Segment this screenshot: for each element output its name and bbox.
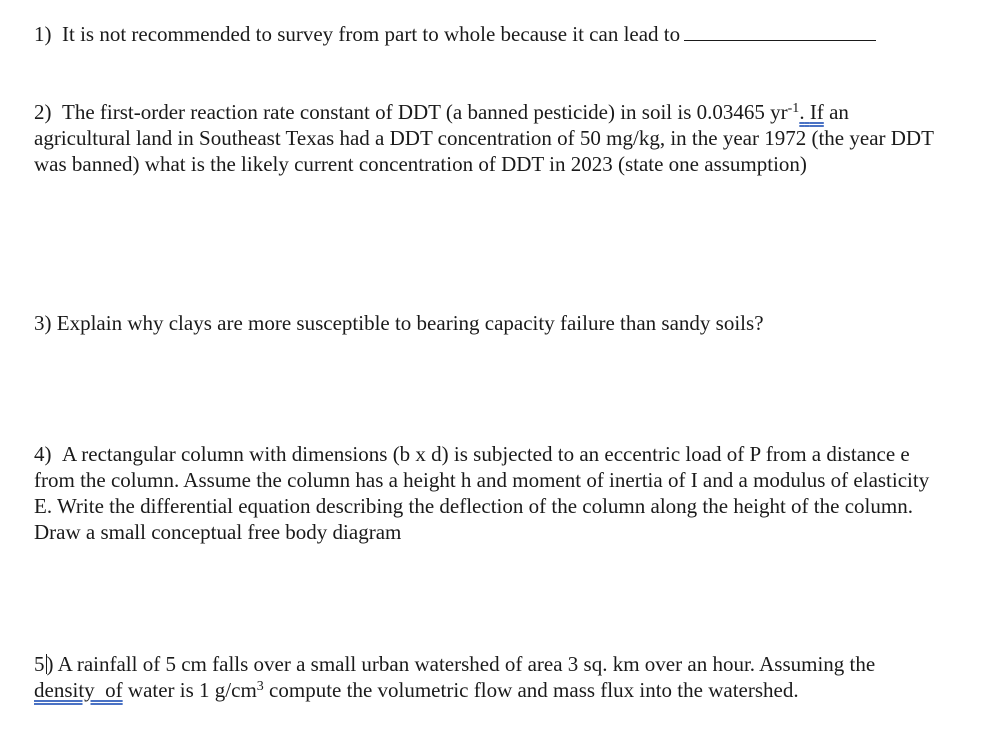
question-3-text: Explain why clays are more susceptible to bearing capacity failure than sandy soils? (56, 311, 764, 335)
question-2-number: 2) (34, 100, 52, 124)
question-5-number-paren: ) (46, 652, 54, 676)
question-2-text-b: an agricultural land in Southeast Texas had a DDT concentration of 50 mg/kg, in the year 1972 (the year DDT was banned) what is the likely current concentration of DDT in 2023 (state one assumption) (34, 100, 934, 176)
question-4 (34, 441, 934, 545)
question-4-number: 4) (34, 442, 52, 466)
question-3 (34, 310, 964, 336)
grammar-flag-density-of[interactable]: density of (34, 678, 123, 702)
question-2 (34, 99, 934, 177)
question-5 (34, 651, 969, 703)
question-5-text-a: A rainfall of 5 cm falls over a small urban watershed of area 3 sq. km over an hour. Assuming the (53, 652, 876, 676)
grammar-flag-word: If (809, 100, 824, 124)
question-1 (34, 20, 964, 47)
question-5-number-digit: 5 (34, 652, 45, 676)
question-4-text: A rectangular column with dimensions (b x d) is subjected to an eccentric load of P from a distance e from the column. Assume the column has a height h and moment of inertia of I and a modulus of elasticity E. Write the differential equation describing the deflection of the column along the height of the column. Draw a small conceptual free body diagram (34, 442, 930, 544)
question-5-text-c: compute the volumetric flow and mass flux into the watershed. (263, 678, 799, 702)
question-2-text-a: The first-order reaction rate constant of DDT (a banned pesticide) in soil is 0.03465 yr (62, 100, 788, 124)
grammar-flag-period[interactable]: . If (799, 100, 824, 124)
answer-blank-line (684, 20, 876, 41)
question-1-text: It is not recommended to survey from part to whole because it can lead to (62, 22, 681, 46)
question-5-text-b: water is 1 g/cm (122, 678, 257, 702)
question-5-exponent: 3 (256, 679, 264, 694)
question-2-exponent: -1 (787, 101, 800, 116)
question-3-number: 3) (34, 311, 52, 335)
question-1-number: 1) (34, 22, 52, 46)
